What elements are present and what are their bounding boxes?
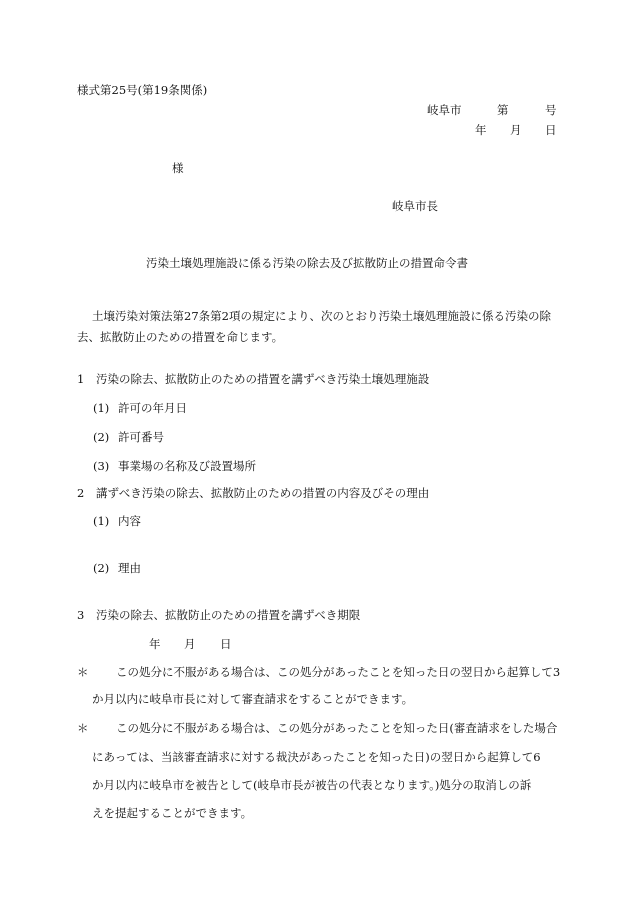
section-2-item-2-label: 理由 <box>118 561 141 575</box>
section-2-item-1-label: 内容 <box>118 514 141 528</box>
date-month: 月 <box>510 123 522 137</box>
note-1-line-1: この処分に不服がある場合は、この処分があったことを知った日の翌日から起算して3 <box>116 665 561 679</box>
note-2-line-1: この処分に不服がある場合は、この処分があったことを知った日(審査請求をした場合 <box>116 721 558 735</box>
deadline-month: 月 <box>184 637 196 651</box>
deadline-day: 日 <box>220 637 232 651</box>
intro-line-1: 土壌汚染対策法第27条第2項の規定により、次のとおり汚染土壌処理施設に係る汚染の除 <box>92 309 551 323</box>
note-2-line-3: か月以内に岐阜市を被告として(岐阜市長が被告の代表となります。)処分の取消しの訴 <box>92 778 532 792</box>
section-3-heading: 汚染の除去、拡散防止のための措置を講ずべき期限 <box>96 608 361 622</box>
section-1-heading: 汚染の除去、拡散防止のための措置を講ずべき汚染土壌処理施設 <box>96 372 430 386</box>
section-1-item-3-number: (3) <box>93 459 110 473</box>
section-1-number: 1 <box>77 372 85 386</box>
reference-dai: 第 <box>497 103 509 117</box>
reference-go: 号 <box>545 103 557 117</box>
date-year: 年 <box>475 123 487 137</box>
date-day: 日 <box>545 123 557 137</box>
deadline-year: 年 <box>149 637 161 651</box>
section-1-item-1-number: (1) <box>93 401 110 415</box>
intro-line-2: 去、拡散防止のための措置を命じます。 <box>77 330 284 344</box>
section-1-item-3-label: 事業場の名称及び設置場所 <box>118 459 256 473</box>
section-1-item-2-label: 許可番号 <box>118 430 164 444</box>
note-2-mark: ＊ <box>77 721 89 735</box>
reference-city: 岐阜市 <box>427 103 462 117</box>
section-2-number: 2 <box>77 486 85 500</box>
note-2-line-2: にあっては、当該審査請求に対する裁決があったことを知った日)の翌日から起算して6 <box>92 750 541 764</box>
note-2-line-4: えを提起することができます。 <box>92 806 253 820</box>
section-3-number: 3 <box>77 608 85 622</box>
document-title: 汚染土壌処理施設に係る汚染の除去及び拡散防止の措置命令書 <box>146 256 468 270</box>
section-1-item-1-label: 許可の年月日 <box>118 401 187 415</box>
section-2-item-1-number: (1) <box>93 514 110 528</box>
addressee-sama: 様 <box>172 161 184 175</box>
section-2-item-2-number: (2) <box>93 561 110 575</box>
note-1-mark: ＊ <box>77 665 89 679</box>
form-number: 様式第25号(第19条関係) <box>77 83 208 97</box>
section-1-item-2-number: (2) <box>93 430 110 444</box>
issuer-name: 岐阜市長 <box>392 199 438 213</box>
section-2-heading: 講ずべき汚染の除去、拡散防止のための措置の内容及びその理由 <box>96 486 430 500</box>
note-1-line-2: か月以内に岐阜市長に対して審査請求をすることができます。 <box>92 692 414 706</box>
